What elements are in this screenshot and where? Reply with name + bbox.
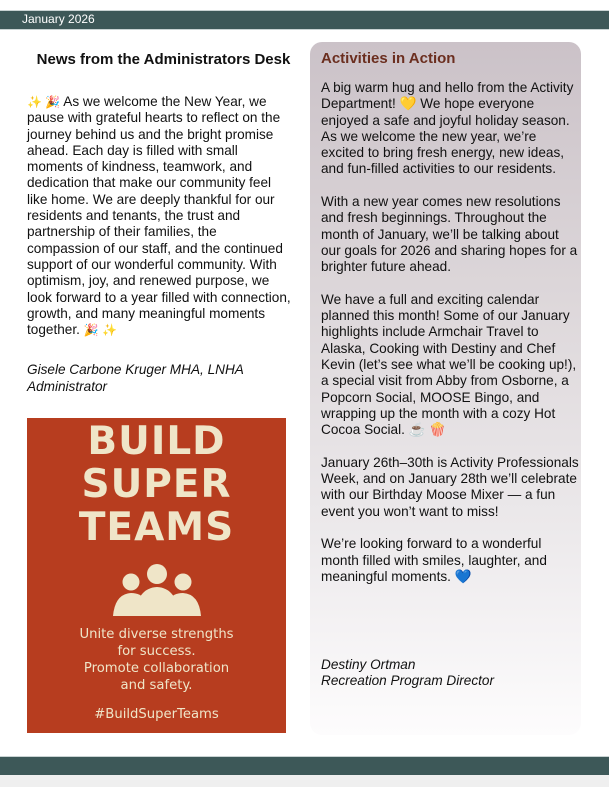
director-role: Recreation Program Director xyxy=(321,673,495,689)
admin-title: News from the Administrators Desk xyxy=(36,51,291,68)
poster-message xyxy=(27,626,286,694)
activities-body xyxy=(321,80,579,602)
admin-role: Administrator xyxy=(27,378,108,394)
admin-body: As we welcome the New Year, we pause with grateful hearts to reflect on the journey behind us and the bright promise ahead. Each day is filled with small moments of kindness, teamwork, and dedication that make our community feel like home. We are deeply thankful for our residents and tenants, the trust and partnership of their families, the compassion of our staff, and the continued support of our wonderful community. With optimism, joy, and renewed purpose, we look forward to a year filled with connection, growth, and many meaningful moments together. xyxy=(27,94,291,338)
poster-line: Promote collaboration xyxy=(83,661,230,676)
poster-line: for success. xyxy=(117,644,196,659)
poster-headline-line: BUILD xyxy=(87,419,226,464)
activities-paragraph: We’re looking forward to a wonderful month filled with smiles, laughter, and meaningful moments. 💙 xyxy=(321,536,547,584)
activities-card xyxy=(310,42,581,735)
admin-message xyxy=(27,94,292,338)
poster-headline xyxy=(27,420,286,549)
activities-paragraph: We have a full and exciting calendar planned this month! Some of our January highlights include Armchair Travel to Alaska, Cooking with Destiny and Chef Kevin (let’s see what we’ll be cooking up!), a special visit from Abby from Osborne, a Popcorn Social, MOOSE Bingo, and wrapping up the month with a cozy Hot Cocoa Social. ☕ 🍿 xyxy=(321,291,577,438)
party-sparkles-icon: 🎉 ✨ xyxy=(83,323,117,338)
page-footer xyxy=(0,775,609,787)
header-bar xyxy=(0,10,609,30)
admin-signature xyxy=(27,362,292,395)
administrator-section xyxy=(27,50,292,395)
footer-bar xyxy=(0,756,609,776)
activities-paragraph: A big warm hug and hello from the Activity Department! 💛 We hope everyone enjoyed a safe and joyful holiday season. As we welcome the new year, we’re excited to bring fresh energy, new ideas, and fun-filled activities to our residents. xyxy=(321,80,574,177)
poster-headline-line: SUPER xyxy=(81,462,232,507)
issue-date: January 2026 xyxy=(22,12,95,26)
poster-headline-line: TEAMS xyxy=(78,505,235,550)
sparkles-party-icon: ✨ 🎉 xyxy=(27,95,61,109)
activities-paragraph: January 26th–30th is Activity Professionals Week, and on January 28th we’ll celebrate with our Birthday Moose Mixer — a fun event you won’t want to miss! xyxy=(321,454,579,519)
poster-line: and safety. xyxy=(120,678,193,693)
director-name: Destiny Ortman xyxy=(321,657,416,672)
build-super-teams-poster xyxy=(27,418,286,733)
admin-name: Gisele Carbone Kruger MHA, LNHA xyxy=(27,362,244,378)
activities-signature xyxy=(321,657,494,690)
poster-line: Unite diverse strengths xyxy=(79,627,234,642)
poster-hashtag: #BuildSuperTeams xyxy=(94,707,219,722)
activities-title: Activities in Action xyxy=(321,50,456,67)
activities-paragraph: With a new year comes new resolutions and fresh beginnings. Throughout the month of January, we’ll be talking about our goals for 2026 and sharing hopes for a brighter future ahead. xyxy=(321,194,578,275)
people-group-icon xyxy=(113,564,201,616)
